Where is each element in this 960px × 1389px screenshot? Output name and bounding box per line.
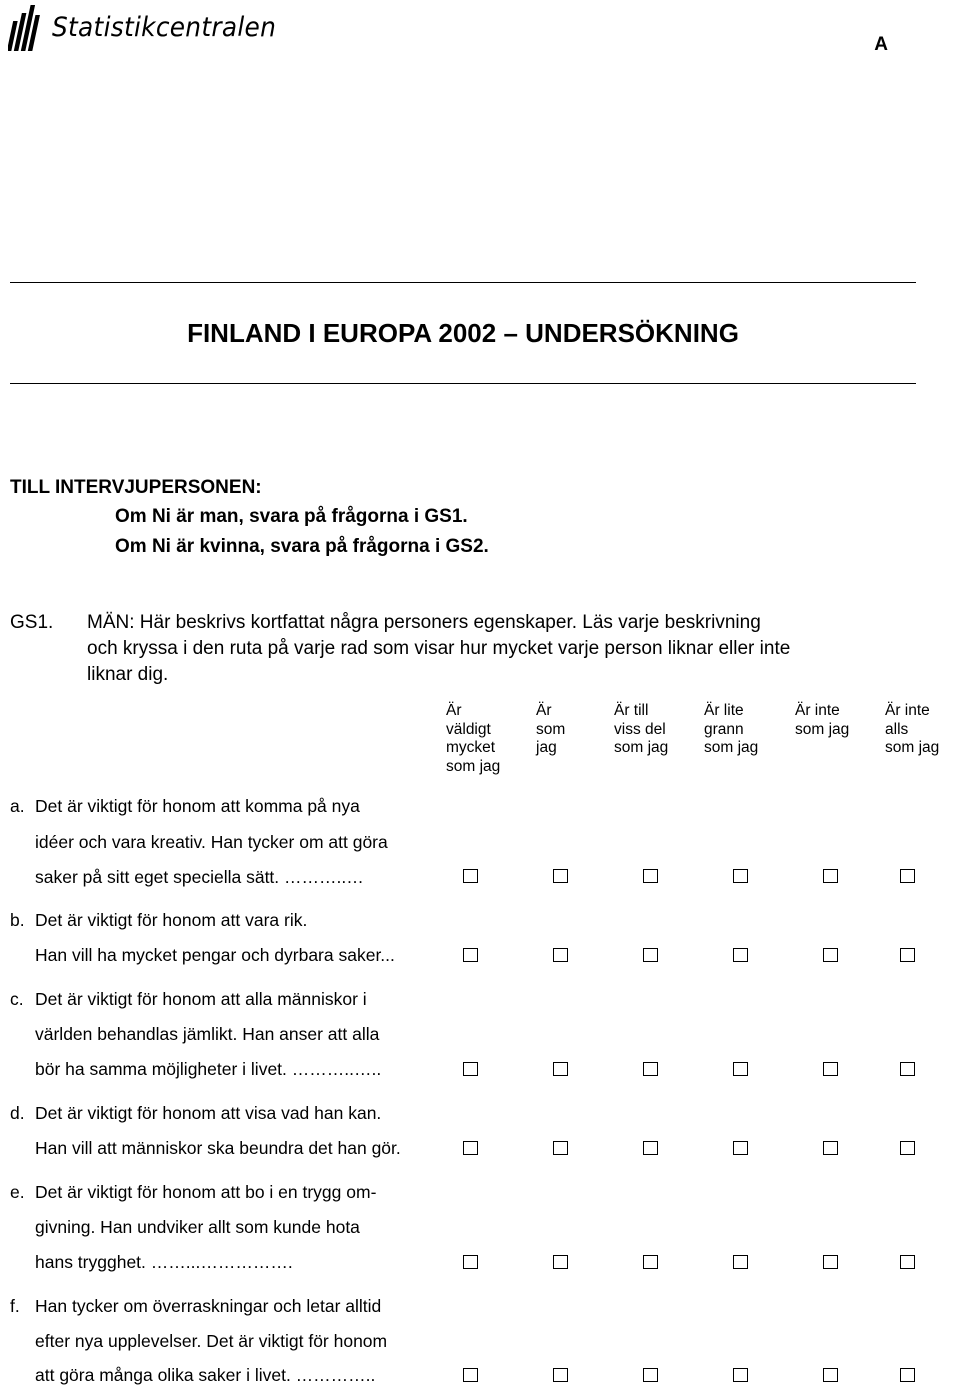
item-a-line-2: idéer och vara kreativ. Han tycker om att göra: [35, 832, 388, 852]
item-d-letter: d.: [10, 1103, 25, 1123]
item-d-checkbox-2[interactable]: [553, 1141, 568, 1155]
item-a-checkbox-5[interactable]: [823, 869, 838, 883]
column-header-line: som jag: [446, 757, 501, 775]
item-f-line-3: att göra många olika saker i livet. …………..: [35, 1365, 376, 1385]
item-a-checkbox-2[interactable]: [553, 869, 568, 883]
statistikcentralen-logo: [8, 2, 296, 52]
item-c-checkbox-4[interactable]: [733, 1062, 748, 1076]
question-line-3: liknar dig.: [87, 664, 169, 685]
logo-bars-icon: [8, 3, 46, 51]
question-line-2: och kryssa i den ruta på varje rad som visar hur mycket varje person liknar eller inte: [87, 638, 791, 659]
column-header-line: som jag: [795, 720, 850, 738]
item-d-line-1: Det är viktigt för honom att visa vad han kan.: [35, 1103, 382, 1123]
item-b-letter: b.: [10, 910, 25, 930]
column-header-1: [446, 702, 500, 776]
column-header-line: väldigt: [446, 720, 491, 738]
item-f-line-1: Han tycker om överraskningar och letar alltid: [35, 1296, 382, 1316]
item-c-checkbox-2[interactable]: [553, 1062, 568, 1076]
item-c-line-2: världen behandlas jämlikt. Han anser att alla: [35, 1024, 380, 1044]
item-f-checkbox-2[interactable]: [553, 1368, 568, 1382]
item-c-line-3: bör ha samma möjligheter i livet. ………..…..: [35, 1059, 382, 1079]
item-e-checkbox-3[interactable]: [643, 1255, 658, 1269]
column-header-3: [614, 702, 668, 758]
org-name: Statistikcentralen: [52, 11, 277, 43]
column-header-line: alls: [885, 720, 909, 738]
item-f-checkbox-6[interactable]: [900, 1368, 915, 1382]
item-b-checkbox-3[interactable]: [643, 948, 658, 962]
item-a-checkbox-1[interactable]: [463, 869, 478, 883]
column-header-line: som: [536, 720, 566, 738]
column-header-line: Är lite: [704, 702, 744, 719]
item-e-checkbox-2[interactable]: [553, 1255, 568, 1269]
item-b-checkbox-6[interactable]: [900, 948, 915, 962]
item-d-checkbox-4[interactable]: [733, 1141, 748, 1155]
item-b-checkbox-5[interactable]: [823, 948, 838, 962]
item-e-checkbox-6[interactable]: [900, 1255, 915, 1269]
column-header-2: [536, 702, 565, 758]
item-e-line-1: Det är viktigt för honom att bo i en trygg om-: [35, 1182, 377, 1202]
item-c-line-1: Det är viktigt för honom att alla människor i: [35, 989, 367, 1009]
item-e-line-2: givning. Han undviker allt som kunde hota: [35, 1217, 360, 1237]
column-header-line: Är: [536, 702, 552, 719]
intro-line-2: Om Ni är kvinna, svara på frågorna i GS2.: [115, 536, 489, 557]
item-d-checkbox-6[interactable]: [900, 1141, 915, 1155]
item-e-checkbox-5[interactable]: [823, 1255, 838, 1269]
item-f-checkbox-4[interactable]: [733, 1368, 748, 1382]
item-c-letter: c.: [10, 989, 24, 1009]
item-f-line-2: efter nya upplevelser. Det är viktigt för honom: [35, 1331, 388, 1351]
item-c-checkbox-5[interactable]: [823, 1062, 838, 1076]
column-header-line: som jag: [614, 739, 669, 756]
item-d-checkbox-5[interactable]: [823, 1141, 838, 1155]
item-a-checkbox-6[interactable]: [900, 869, 915, 883]
column-header-line: grann: [704, 720, 744, 738]
item-a-checkbox-3[interactable]: [643, 869, 658, 883]
column-header-line: som jag: [885, 739, 940, 756]
item-d-line-2: Han vill att människor ska beundra det han gör.: [35, 1138, 401, 1158]
question-line-1: MÄN: Här beskrivs kortfattat några personers egenskaper. Läs varje beskrivning: [87, 612, 761, 633]
item-b-checkbox-1[interactable]: [463, 948, 478, 962]
item-f-letter: f.: [10, 1296, 20, 1316]
item-b-line-2: Han vill ha mycket pengar och dyrbara saker...: [35, 945, 395, 965]
document-title: FINLAND I EUROPA 2002 – UNDERSÖKNING: [187, 318, 739, 348]
column-header-line: viss del: [614, 720, 666, 738]
column-header-6: [885, 702, 939, 758]
column-header-line: Är: [446, 702, 462, 719]
item-c-checkbox-3[interactable]: [643, 1062, 658, 1076]
item-e-checkbox-1[interactable]: [463, 1255, 478, 1269]
item-b-checkbox-2[interactable]: [553, 948, 568, 962]
item-f-checkbox-3[interactable]: [643, 1368, 658, 1382]
item-f-checkbox-5[interactable]: [823, 1368, 838, 1382]
item-a-line-3: saker på sitt eget speciella sätt. ………..…: [35, 867, 364, 887]
column-header-line: Är inte: [885, 702, 930, 719]
item-c-checkbox-6[interactable]: [900, 1062, 915, 1076]
item-f-checkbox-1[interactable]: [463, 1368, 478, 1382]
intro-line-1: Om Ni är man, svara på frågorna i GS1.: [115, 506, 468, 527]
item-a-line-1: Det är viktigt för honom att komma på nya: [35, 796, 360, 816]
item-e-checkbox-4[interactable]: [733, 1255, 748, 1269]
title-rule-bottom: [10, 383, 916, 384]
item-d-checkbox-3[interactable]: [643, 1141, 658, 1155]
column-header-4: [704, 702, 758, 758]
question-code: GS1.: [10, 612, 54, 633]
column-header-line: jag: [536, 739, 557, 756]
column-header-line: Är inte: [795, 702, 840, 719]
item-c-checkbox-1[interactable]: [463, 1062, 478, 1076]
column-header-line: som jag: [704, 739, 759, 756]
item-b-checkbox-4[interactable]: [733, 948, 748, 962]
item-a-letter: a.: [10, 796, 25, 816]
item-e-letter: e.: [10, 1182, 25, 1202]
item-d-checkbox-1[interactable]: [463, 1141, 478, 1155]
title-rule-top: [10, 282, 916, 283]
form-code: A: [874, 34, 888, 55]
column-header-line: mycket: [446, 739, 496, 756]
column-header-5: [795, 702, 849, 739]
intro-heading: TILL INTERVJUPERSONEN:: [10, 477, 262, 498]
item-a-checkbox-4[interactable]: [733, 869, 748, 883]
item-e-line-3: hans trygghet. ……...…………….: [35, 1252, 293, 1272]
column-header-line: Är till: [614, 702, 649, 719]
item-b-line-1: Det är viktigt för honom att vara rik.: [35, 910, 308, 930]
